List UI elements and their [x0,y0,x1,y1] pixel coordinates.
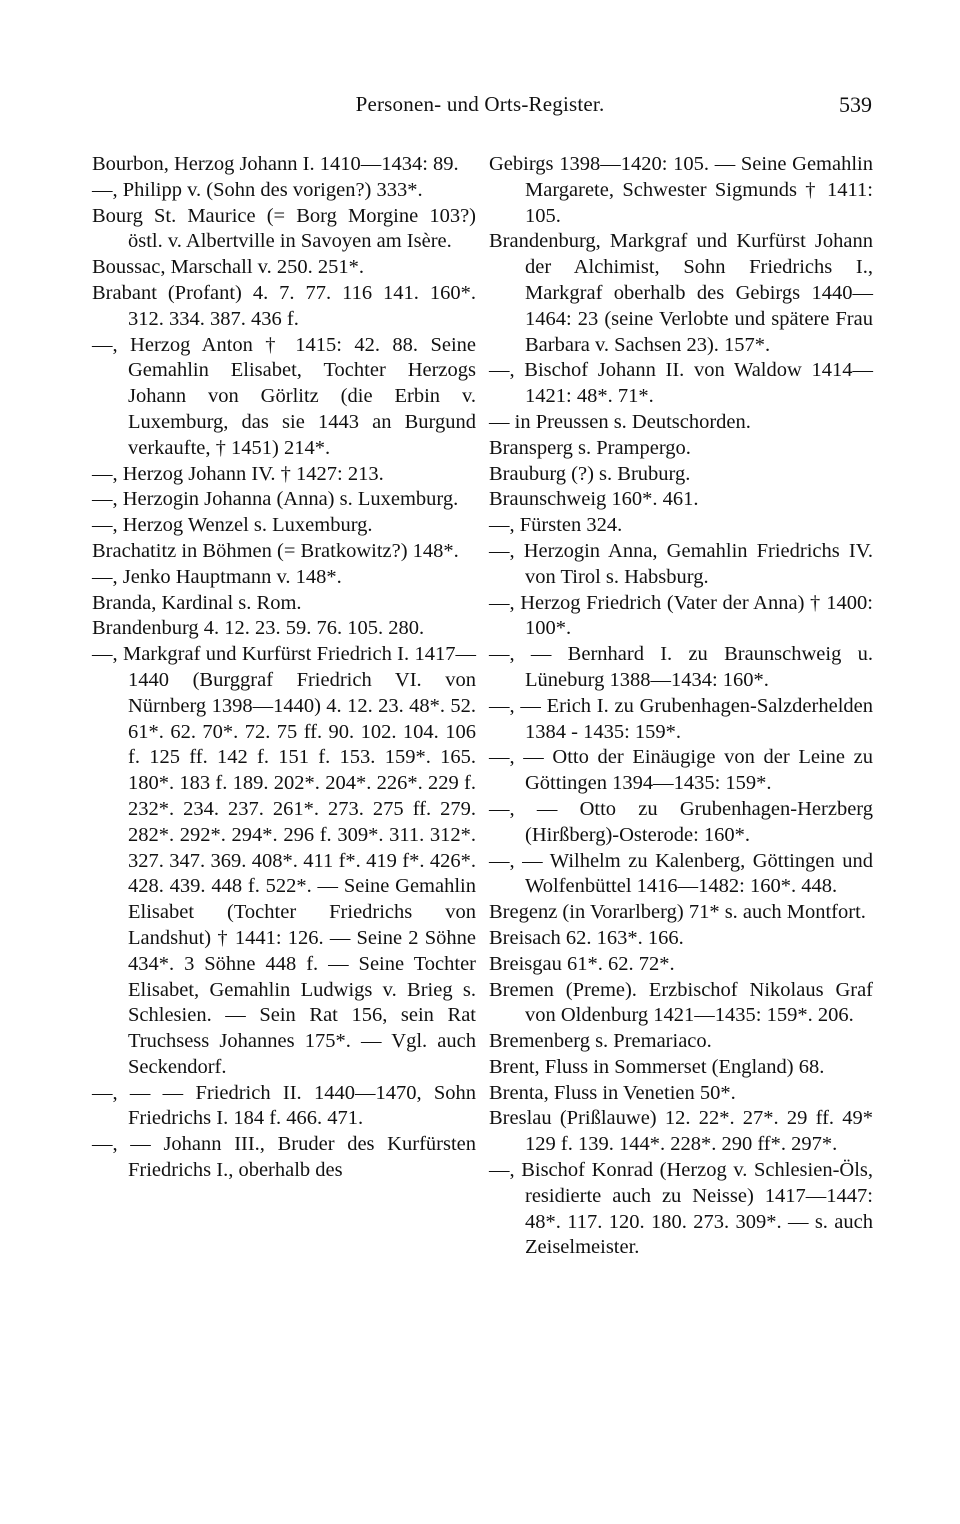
index-entry: Brenta, Fluss in Venetien 50*. [489,1081,736,1104]
index-entry: Brent, Fluss in Sommerset (England) 68. [489,1055,825,1078]
index-entry: —, Markgraf und Kurfürst Friedrich I. 1417—1440 (Burggraf Friedrich VI. von Nürnberg 1398—1440) 4. 12. 23. 48*. 52. 61*. 62. 70*. 72. 75 ff. 90. 102. 104. 106 f. 125 ff. 142 f. 151 f. 153. 159*. 165. 180*. 183 f. 189. 202*. 204*. 226*. 229 f. 232*. 234. 237. 261*. 273. 275 ff. 279. 282*. 292*. 294*. 296 f. 309*. 311. 312*. 327. 347. 369. 408*. 411 f*. 419 f*. 426*. 428. 439. 448 f. 522*. — Seine Gemahlin Elisabet (Tochter Friedrichs von Landshut) † 1441: 126. — Seine 2 Söhne 434*. 3 Söhne 448 f. — Seine Tochter Elisabet, Gemahlin Ludwigs v. Brieg s. Schlesien. — Sein Rat 156, sein Rat Truchsess Johannes 175*. — Vgl. auch Seckendorf. [92,643,476,1078]
index-entry: —, Fürsten 324. [489,514,623,537]
index-entry: —, Bischof Johann II. von Waldow 1414—1421: 48*. 71*. [489,359,873,408]
index-entry: Brandenburg 4. 12. 23. 59. 76. 105. 280. [92,617,425,640]
index-entry: Brachatitz in Böhmen (= Bratkowitz?) 148*. [92,539,459,562]
index-entry: —, — Bernhard I. zu Braunschweig u. Lüneburg 1388—1434: 160*. [489,643,873,691]
index-entry: Bransperg s. Prampergo. [489,436,691,459]
running-title: Personen- und Orts-Register. [355,92,605,116]
index-entry: —, Herzog Friedrich (Vater der Anna) † 1400: 100*. [489,591,873,640]
index-entry: —, Herzog Johann IV. † 1427: 213. [92,462,384,485]
index-entry: —, — Otto zu Grubenhagen-Herzberg (Hirßberg)-Osterode: 160*. [489,797,873,846]
index-entry: —, Herzog Anton † 1415: 42. 88. Seine Gemahlin Elisabet, Tochter Herzogs Johann von Görlitz (die Erbin v. Luxemburg, das sie 1443 an Burgund verkaufte, † 1451) 214*. [92,333,476,459]
index-entry: —, Herzogin Johanna (Anna) s. Luxemburg. [92,488,459,511]
page-header [0,92,960,122]
index-entry: — in Preussen s. Deutschorden. [489,410,751,433]
page-number: 539 [839,92,872,117]
index-entry: —, — Erich I. zu Grubenhagen-Salzderhelden 1384 - 1435: 159*. [489,694,873,743]
index-entry: —, — Wilhelm zu Kalenberg, Göttingen und Wolfenbüttel 1416—1482: 160*. 448. [489,849,873,898]
index-entry: Breslau (Prißlauwe) 12. 22*. 27*. 29 ff. 49* 129 f. 139. 144*. 228*. 290 ff*. 297*. [489,1107,873,1156]
index-entry: Bremen (Preme). Erzbischof Nikolaus Graf von Oldenburg 1421—1435: 159*. 206. [489,978,873,1027]
index-entry: —, Jenko Hauptmann v. 148*. [92,565,342,588]
index-entry: Boussac, Marschall v. 250. 251*. [92,256,364,279]
index-entry: Brauburg (?) s. Bruburg. [489,462,691,485]
index-entry: Bregenz (in Vorarlberg) 71* s. auch Montfort. [489,901,866,924]
index-entry: —, Herzog Wenzel s. Luxemburg. [92,514,373,537]
index-entry: —, Philipp v. (Sohn des vorigen?) 333*. [92,178,423,201]
index-entry: Brabant (Profant) 4. 7. 77. 116 141. 160*. 312. 334. 387. 436 f. [92,281,476,330]
index-entry: —, — — Friedrich II. 1440—1470, Sohn Friedrichs I. 184 f. 466. 471. [92,1081,476,1130]
index-entry: Brandenburg, Markgraf und Kurfürst Johann der Alchimist, Sohn Friedrichs I., Markgraf oberhalb des Gebirgs 1440—1464: 23 (seine Verlobte und spätere Frau Barbara v. Sachsen 23). 157*. [489,230,873,356]
index-entry: Branda, Kardinal s. Rom. [92,591,302,614]
index-entry: Breisgau 61*. 62. 72*. [489,952,675,975]
index-entry: Bourg St. Maurice (= Borg Morgine 103?) östl. v. Albertville in Savoyen am Isère. [92,204,476,253]
index-entry: Bourbon, Herzog Johann I. 1410—1434: 89. [92,153,459,175]
index-entry: —, — Otto der Einäugige von der Leine zu Göttingen 1394—1435: 159*. [489,746,873,795]
index-entry: —, Herzogin Anna, Gemahlin Friedrichs IV. von Tirol s. Habsburg. [489,539,873,588]
index-entry: Breisach 62. 163*. 166. [489,926,684,949]
index-entry: Gebirgs 1398—1420: 105. — Seine Gemahlin Margarete, Schwester Sigmunds † 1411: 105. [489,153,873,227]
index-entry: —, — Johann III., Bruder des Kurfürsten Friedrichs I., oberhalb des [92,1133,476,1182]
index-entry: —, Bischof Konrad (Herzog v. Schlesien-Öls, residierte auch zu Neisse) 1417—1447: 48*. 117. 120. 180. 273. 309*. — s. auch Zeiselmeister. [489,1159,873,1259]
index-column-left [92,152,476,1184]
index-column-right [489,152,873,1261]
index-entry: Bremenberg s. Premariaco. [489,1030,712,1053]
index-entry: Braunschweig 160*. 461. [489,488,699,511]
